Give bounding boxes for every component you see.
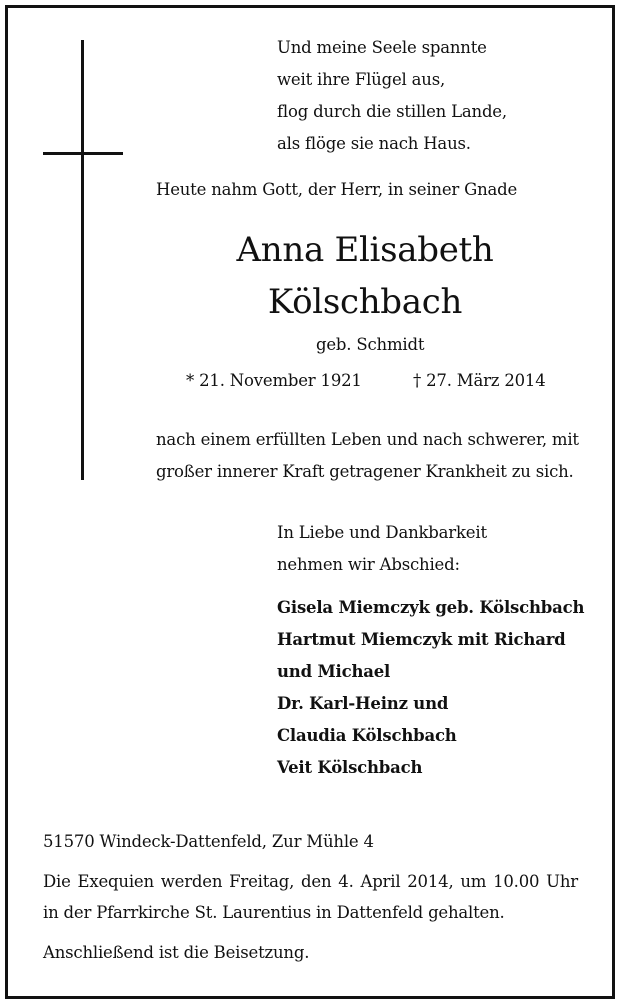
mourner-name: Veit Kölschbach bbox=[277, 758, 423, 777]
body-line: großer innerer Kraft getragener Krankheit zu sich. bbox=[156, 462, 574, 481]
death-date: † 27. März 2014 bbox=[413, 371, 546, 390]
mourners-list bbox=[277, 592, 584, 784]
body-line: nach einem erfüllten Leben und nach schwerer, mit bbox=[156, 430, 579, 449]
verse-line: Und meine Seele spannte bbox=[277, 38, 487, 57]
mourner-name: Dr. Karl-Heinz und bbox=[277, 694, 449, 713]
birth-name: geb. Schmidt bbox=[316, 335, 425, 354]
deceased-surname: Kölschbach bbox=[267, 282, 463, 322]
mourner-name: Claudia Kölschbach bbox=[277, 726, 457, 745]
verse-line: flog durch die stillen Lande, bbox=[277, 102, 507, 121]
service-line: in der Pfarrkirche St. Laurentius in Dattenfeld gehalten. bbox=[43, 903, 505, 922]
birth-date: * 21. November 1921 bbox=[186, 371, 362, 390]
burial-note: Anschließend ist die Beisetzung. bbox=[43, 943, 310, 962]
verse-line: weit ihre Flügel aus, bbox=[277, 70, 446, 89]
verse-line: als flöge sie nach Haus. bbox=[277, 134, 471, 153]
farewell-line: nehmen wir Abschied: bbox=[277, 555, 460, 574]
deceased-first-names: Anna Elisabeth bbox=[236, 230, 494, 270]
cross-icon-horizontal bbox=[43, 152, 123, 155]
mourner-name: Hartmut Miemczyk mit Richard bbox=[277, 630, 566, 649]
mourner-name: und Michael bbox=[277, 662, 391, 681]
service-line: Die Exequien werden Freitag, den 4. April 2014, um 10.00 Uhr bbox=[43, 872, 578, 891]
address: 51570 Windeck-Dattenfeld, Zur Mühle 4 bbox=[43, 832, 374, 851]
intro-line: Heute nahm Gott, der Herr, in seiner Gnade bbox=[156, 180, 518, 199]
mourner-name: Gisela Miemczyk geb. Kölschbach bbox=[277, 598, 585, 617]
farewell-line: In Liebe und Dankbarkeit bbox=[277, 523, 487, 542]
verse bbox=[277, 32, 507, 160]
